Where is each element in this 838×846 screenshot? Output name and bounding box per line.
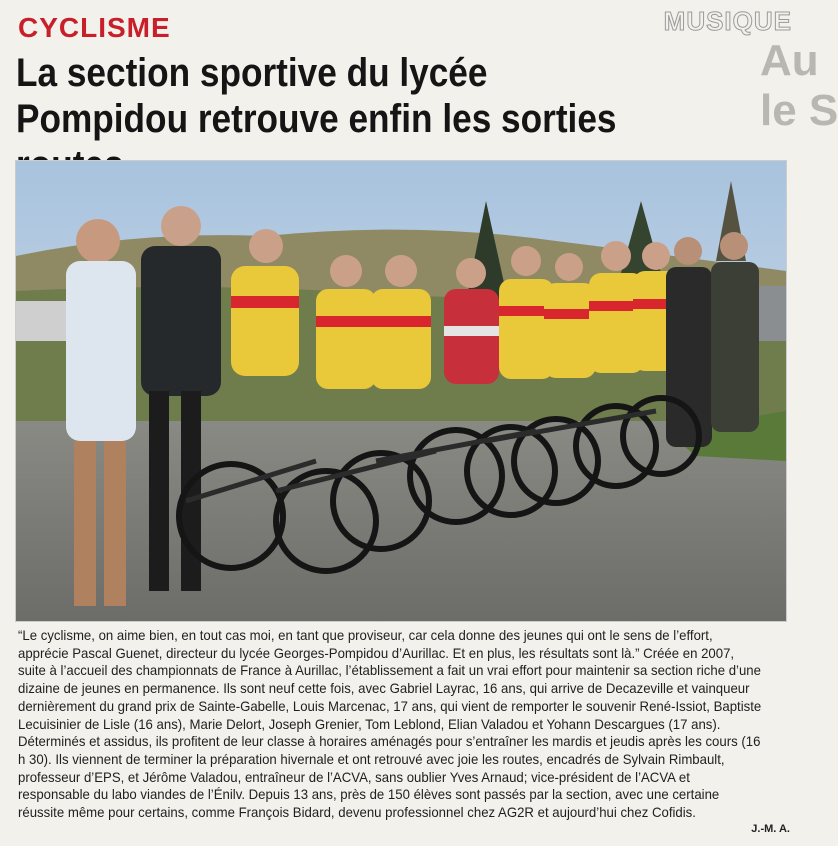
article-headline: La section sportive du lycée Pompidou retrouve enfin les sorties xyxy=(16,51,617,141)
team-photo-illustration xyxy=(16,161,786,621)
neighbor-article-fragment xyxy=(650,0,838,150)
author-signature: J.-M. A. xyxy=(751,823,790,835)
neighbor-kicker: MUSIQUE xyxy=(663,6,792,36)
section-kicker: CYCLISME xyxy=(18,12,171,43)
neighbor-headline-line2: le S xyxy=(760,86,838,135)
road xyxy=(16,421,786,621)
article-body: “Le cyclisme, on aime bien, en tout cas moi, en tant que proviseur, car cela donne des jeunes qui ont le sens de l’effort, apprécie Pascal Guenet, directeur du lycée Georges-Pompidou d’Aurillac. Et en plus, les résultats sont là.” Créée en 2007, suite à l’accueil des championnats de France à Aurillac, l’établissement a fait un vrai effort pour maintenir sa section riche d’une dizaine de jeunes en permanence. Ils sont neuf cette fois, avec Gabriel Layrac, 16 ans, qui arrive de Decazeville et vainqueur dernièrement du grand prix de Sainte-Gabelle, Louis Marcenac, 17 ans, qui vient de remporter le souvenir René-Issiot, Baptiste Lecuisinier de Lisle (16 ans), Marie Delort, Joseph Grenier, Tom Leblond, Elian Valadou et Yohann Descargues (17 ans). Déterminés et assidus, ils profitent de leur classe à horaires aménagés pour s’entraîner les mardis et jeudis après les cours (16 h 30). Ils viennent de terminer la préparation hivernale et ont retrouvé avec joie les routes, encadrés de Sylvain Rimbault, professeur d’EPS, et Jérôme Valadou, entraîneur de l’ACVA, sans oublier Yves Arnaud; vice-président de l’ACVA et responsable du labo viandes de l’Énilv. Depuis 13 ans, près de 150 élèves sont passés par la section, avec une certaine réussite même pour certains, comme François Bidard, devenu professionnel chez AG2R et aujourd’hui chez Cofidis. xyxy=(18,628,762,821)
team-photo xyxy=(15,160,787,622)
neighbor-headline xyxy=(760,36,838,136)
neighbor-headline-line1: Au xyxy=(760,36,819,85)
